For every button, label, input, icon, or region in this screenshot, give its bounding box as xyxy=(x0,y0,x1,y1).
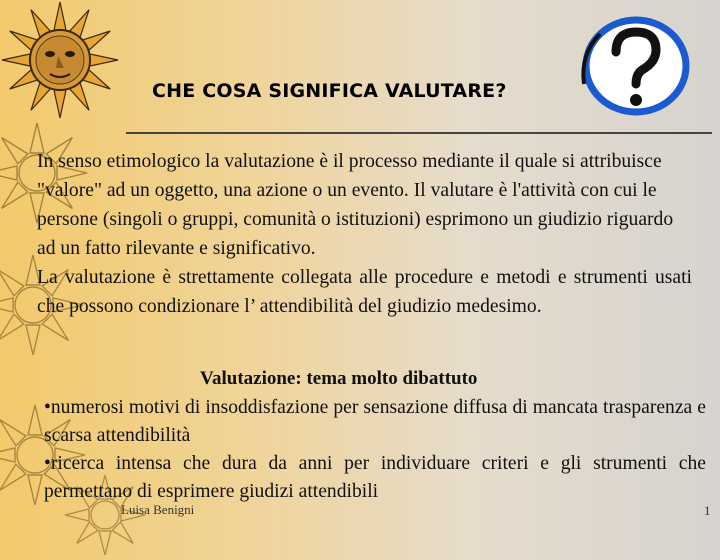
bullet-item: •numerosi motivi di insoddisfazione per sensazione diffusa di mancata trasparenza e scarsa attendibilità xyxy=(44,397,706,446)
footer-author: Luisa Benigni xyxy=(121,502,195,517)
bullet-list xyxy=(44,394,706,506)
paragraph-methods: La valutazione è strettamente collegata alle procedure e metodi e strumenti usati che possono condizionare l’ attendibilità del giudizio medesimo. xyxy=(37,267,692,317)
question-mark-icon xyxy=(576,14,692,118)
subheading: Valutazione: tema molto dibattuto xyxy=(200,368,478,389)
slide-title: CHE COSA SIGNIFICA VALUTARE? xyxy=(152,80,507,102)
title-divider xyxy=(126,132,712,134)
paragraph-etymology: In senso etimologico la valutazione è il processo mediante il quale si attribuisce "valore" ad un oggetto, una azione o un evento. Il valutare è l'attività con cui le persone (singoli o gruppi, comunità o istituzioni) esprimono un giudizio riguardo ad un fatto rilevante e significativo. xyxy=(37,151,674,259)
page-number: 1 xyxy=(704,503,711,518)
body-text xyxy=(37,147,692,321)
sun-face-icon xyxy=(0,0,120,120)
bullet-item: •ricerca intensa che dura da anni per individuare criteri e gli strumenti che permettano di esprimere giudizi attendibili xyxy=(44,453,706,502)
